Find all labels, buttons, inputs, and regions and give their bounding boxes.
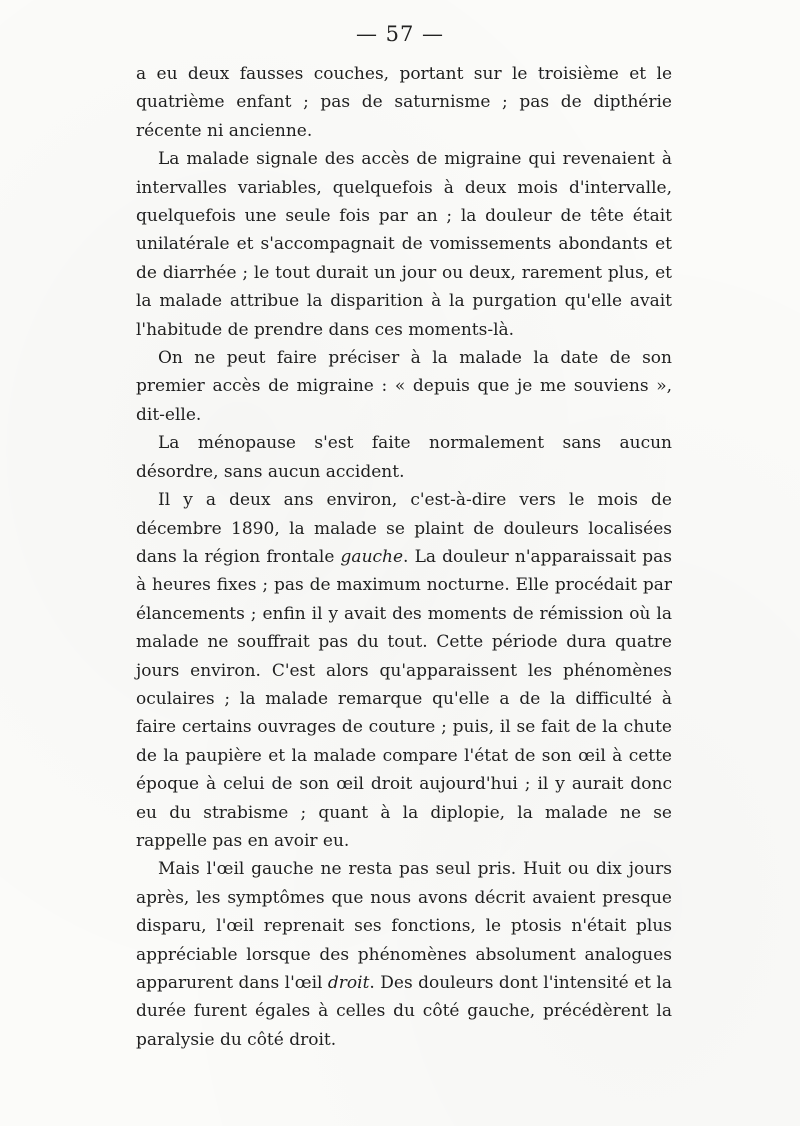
paragraph-6 bbox=[136, 855, 672, 1054]
paragraph-3: On ne peut faire préciser à la malade la date de son premier accès de migraine : « depuis que je me souviens », dit-elle. bbox=[136, 348, 672, 425]
paragraph-6-text-after: . Des douleurs dont l'intensité et la durée furent égales à celles du côté gauche, précédèrent la paralysie du côté droit. bbox=[136, 973, 672, 1050]
paragraph-5-text-after: . La douleur n'apparaissait pas à heures fixes ; pas de maximum nocturne. Elle procédait par élancements ; enfin il y avait des moments de rémission où la malade ne souffrait pas du tout. Cette période dura quatre jours environ. C'est alors qu'apparaissent les phénomènes oculaires ; la malade remarque qu'elle a de la difficulté à faire certains ouvrages de couture ; puis, il se fait de la chute de la paupière et la malade compare l'état de son œil à cette époque à celui de son œil droit aujourd'hui ; il y aurait donc eu du strabisme ; quant à la diplopie, la malade ne se rappelle pas en avoir eu. bbox=[136, 546, 672, 851]
paragraph-1: a eu deux fausses couches, portant sur le troisième et le quatrième enfant ; pas de saturnisme ; pas de dipthérie récente ni ancienne. bbox=[136, 64, 672, 141]
paragraph-6-text-before: Mais l'œil gauche ne resta pas seul pris. Huit ou dix jours après, les symptômes que nous avons décrit avaient presque disparu, l'œil reprenait ses fonctions, le ptosis n'était plus appréciable lorsque des phénomènes absolument analogues apparurent dans l'œil bbox=[136, 859, 672, 993]
paragraph-5-text-before: Il y a deux ans environ, c'est-à-dire vers le mois de décembre 1890, la malade se plaint de douleurs localisées dans la région frontale bbox=[136, 490, 672, 567]
paragraph-5-italic-word: gauche bbox=[340, 546, 404, 567]
paragraph-6-italic-word: droit bbox=[327, 973, 370, 993]
page-number: — 57 — bbox=[355, 22, 445, 46]
paragraph-2: La malade signale des accès de migraine qui revenaient à intervalles variables, quelquefois à deux mois d'intervalle, quelquefois une seule fois par an ; la douleur de tête était unilatérale et s'accompagnait de vomissements abondants et de diarrhée ; le tout durait un jour ou deux, rarement plus, et la malade attribue la disparition à la purgation qu'elle avait l'habitude de prendre dans ces moments-là. bbox=[136, 149, 672, 340]
body-text bbox=[136, 60, 672, 1054]
paragraph-5 bbox=[136, 486, 672, 855]
paragraph-4: La ménopause s'est faite normalement sans aucun désordre, sans aucun accident. bbox=[136, 433, 672, 482]
